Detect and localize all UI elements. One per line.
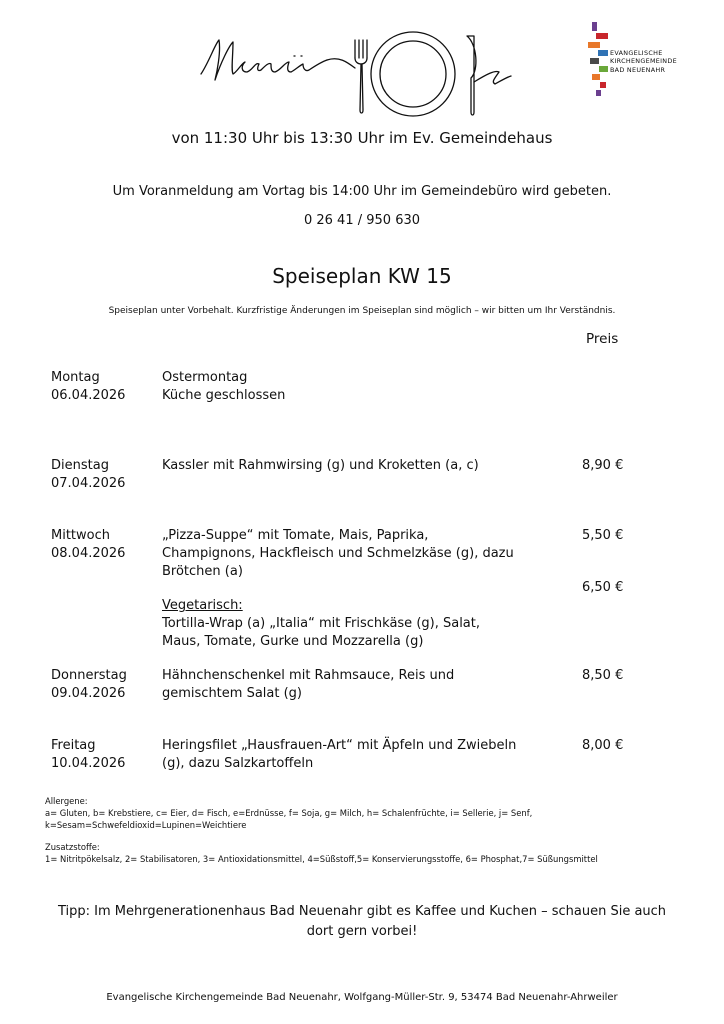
vegetarian-label: Vegetarisch: xyxy=(162,598,243,613)
allergens-section xyxy=(45,795,532,831)
tip-line: Tipp: Im Mehrgenerationenhaus Bad Neuenahr gibt es Kaffee und Kuchen – schauen Sie auch xyxy=(57,904,667,919)
dish-line: gemischtem Salat (g) xyxy=(162,686,302,701)
day-date: 06.04.2026 xyxy=(51,388,126,403)
dish-line: Hähnchenschenkel mit Rahmsauce, Reis und xyxy=(162,668,455,683)
dish-line: Champignons, Hackfleisch und Schmelzkäse (g), dazu xyxy=(162,546,514,561)
dish-wednesday xyxy=(162,527,514,581)
price-wednesday-vegetarian: 6,50 € xyxy=(582,580,624,595)
allergens-line: k=Sesam=Schwefeldioxid=Lupinen=Weichtiere xyxy=(45,820,247,830)
phone-number: 0 26 41 / 950 630 xyxy=(303,213,421,228)
dish-line: Kassler mit Rahmwirsing (g) und Kroketten (a, c) xyxy=(162,458,479,473)
disclaimer: Speiseplan unter Vorbehalt. Kurzfristige Änderungen im Speiseplan sind möglich – wir bitten um Ihr Verständnis. xyxy=(108,306,616,316)
price-column-header: Preis xyxy=(586,331,619,347)
tip-note xyxy=(0,902,724,942)
logo-line-3: BAD NEUENAHR xyxy=(610,66,666,74)
price-friday: 8,00 € xyxy=(582,738,624,753)
cross-mark-icon xyxy=(588,22,610,96)
day-wednesday xyxy=(51,527,125,563)
day-name: Mittwoch xyxy=(51,528,110,543)
price-wednesday: 5,50 € xyxy=(582,528,624,543)
dish-line: (g), dazu Salzkartoffeln xyxy=(162,756,314,771)
day-name: Montag xyxy=(51,370,100,385)
tip-line: dort gern vorbei! xyxy=(306,924,418,939)
price-tuesday: 8,90 € xyxy=(582,458,624,473)
dish-line: Küche geschlossen xyxy=(162,388,286,403)
day-name: Freitag xyxy=(51,738,96,753)
dish-line: Tortilla-Wrap (a) „Italia“ mit Frischkäse (g), Salat, xyxy=(162,616,480,631)
logo-line-2: KIRCHENGEMEINDE xyxy=(610,57,677,65)
dish-line: Maus, Tomate, Gurke und Mozzarella (g) xyxy=(162,634,424,649)
day-name: Donnerstag xyxy=(51,668,127,683)
day-thursday xyxy=(51,667,127,703)
day-name: Dienstag xyxy=(51,458,109,473)
additives-section xyxy=(45,841,598,865)
menu-title-illustration xyxy=(195,22,525,122)
day-date: 08.04.2026 xyxy=(51,546,126,561)
dish-line: Ostermontag xyxy=(162,370,248,385)
day-date: 07.04.2026 xyxy=(51,476,126,491)
footer-address: Evangelische Kirchengemeinde Bad Neuenahr, Wolfgang-Müller-Str. 9, 53474 Bad Neuenahr-Ahrweiler xyxy=(106,992,618,1003)
dish-monday xyxy=(162,369,285,405)
additives-line: 1= Nitritpökelsalz, 2= Stabilisatoren, 3= Antioxidationsmittel, 4=Süßstoff,5= Konservierungsstoffe, 6= Phosphat,7= Süßungsmittel xyxy=(45,854,598,864)
dish-thursday xyxy=(162,667,454,703)
preregistration-note: Um Voranmeldung am Vortag bis 14:00 Uhr im Gemeindebüro wird gebeten. xyxy=(112,184,612,199)
day-date: 10.04.2026 xyxy=(51,756,126,771)
dish-tuesday xyxy=(162,457,479,475)
page-title: Speiseplan KW 15 xyxy=(272,264,452,288)
day-tuesday xyxy=(51,457,125,493)
dish-friday xyxy=(162,737,516,773)
allergens-label: Allergene: xyxy=(45,796,88,806)
opening-hours: von 11:30 Uhr bis 13:30 Uhr im Ev. Gemeindehaus xyxy=(171,129,553,147)
day-date: 09.04.2026 xyxy=(51,686,126,701)
day-friday xyxy=(51,737,125,773)
allergens-line: a= Gluten, b= Krebstiere, c= Eier, d= Fisch, e=Erdnüsse, f= Soja, g= Milch, h= Schalenfrüchte, i= Sellerie, j= Senf, xyxy=(45,808,533,818)
price-thursday: 8,50 € xyxy=(582,668,624,683)
dish-line: „Pizza-Suppe“ mit Tomate, Mais, Paprika, xyxy=(162,528,429,543)
dish-line: Brötchen (a) xyxy=(162,564,243,579)
church-logo xyxy=(588,22,708,96)
dish-wednesday-vegetarian xyxy=(162,597,480,651)
logo-line-1: EVANGELISCHE xyxy=(610,49,663,57)
day-monday xyxy=(51,369,125,405)
additives-label: Zusatzstoffe: xyxy=(45,842,100,852)
dish-line: Heringsfilet „Hausfrauen-Art“ mit Äpfeln und Zwiebeln xyxy=(162,738,517,753)
